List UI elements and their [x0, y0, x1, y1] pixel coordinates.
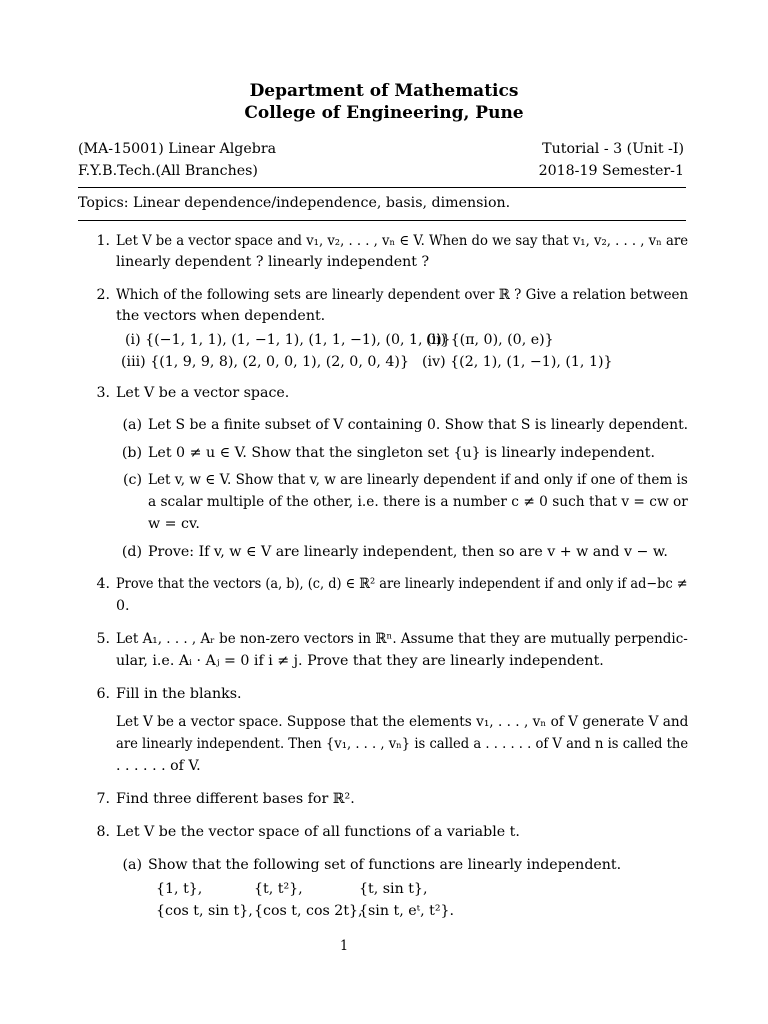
question-1-line-2: linearly dependent ? linearly independent ? [116, 254, 430, 270]
question-3d: Prove: If v, w ∈ V are linearly independent, then so are v + w and v − w. [148, 544, 668, 560]
question-number: 8. [96, 824, 110, 840]
question-2-set-iii: (iii) {(1, 9, 9, 8), (2, 0, 0, 1), (2, 0, 0, 4)} [121, 354, 409, 370]
subpart-label: (a) [122, 857, 142, 873]
question-2-set-i: (i) {(−1, 1, 1), (1, −1, 1), (1, 1, −1), (0, 1, 0)} [125, 332, 451, 348]
session-label: 2018-19 Semester-1 [538, 163, 684, 179]
subpart-label: (d) [121, 544, 142, 560]
question-6-line-4: . . . . . . of V. [116, 758, 201, 774]
question-2-set-ii: (ii) {(π, 0), (0, e)} [426, 332, 554, 348]
question-2-line-2: the vectors when dependent. [116, 308, 326, 324]
function-set: {sin t, eᵗ, t²}. [359, 903, 455, 919]
topics-rule [78, 220, 686, 221]
question-number: 2. [96, 287, 110, 303]
question-6-line-2: Let V be a vector space. Suppose that the elements v₁, . . . , vₙ of V generate V and [116, 714, 689, 730]
question-number: 6. [96, 686, 110, 702]
question-3c-line-1: Let v, w ∈ V. Show that v, w are linearly dependent if and only if one of them is [148, 472, 688, 488]
question-7-line-1: Find three different bases for ℝ². [116, 791, 355, 807]
question-3c-line-3: w = cv. [148, 516, 200, 532]
question-8a: Show that the following set of functions are linearly independent. [148, 857, 622, 873]
question-number: 4. [96, 576, 110, 592]
topics-line: Topics: Linear dependence/independence, basis, dimension. [78, 195, 511, 211]
function-set: {t, sin t}, [359, 881, 428, 897]
page-number: 1 [339, 938, 349, 954]
question-6-line-3: are linearly independent. Then {v₁, . . . , vₙ} is called a . . . . . . of V and n is called the [116, 736, 689, 752]
question-number: 3. [96, 385, 110, 401]
question-4-line-2: 0. [116, 598, 130, 614]
question-1-line-1: Let V be a vector space and v₁, v₂, . . . , vₙ ∈ V. When do we say that v₁, v₂, . . . , vₙ are [116, 233, 689, 249]
question-5-line-1: Let A₁, . . . , Aᵣ be non-zero vectors in ℝⁿ. Assume that they are mutually perpendic- [116, 631, 688, 647]
question-8-line-1: Let V be the vector space of all functions of a variable t. [116, 824, 520, 840]
question-3-line-1: Let V be a vector space. [116, 385, 290, 401]
function-set: {cos t, cos 2t}, [254, 903, 363, 919]
course-name: (MA-15001) Linear Algebra [78, 141, 277, 157]
function-set: {t, t²}, [254, 881, 303, 897]
subpart-label: (b) [121, 445, 142, 461]
question-3c-line-2: a scalar multiple of the other, i.e. there is a number c ≠ 0 such that v = cw or [148, 494, 688, 510]
question-5-line-2: ular, i.e. Aᵢ · Aⱼ = 0 if i ≠ j. Prove that they are linearly independent. [116, 653, 604, 669]
question-3a: Let S be a finite subset of V containing 0. Show that S is linearly dependent. [148, 417, 689, 433]
tutorial-label: Tutorial - 3 (Unit -I) [542, 141, 684, 157]
question-6-line-1: Fill in the blanks. [116, 686, 242, 702]
branch-label: F.Y.B.Tech.(All Branches) [78, 163, 258, 179]
question-2-line-1: Which of the following sets are linearly dependent over ℝ ? Give a relation between [116, 287, 689, 303]
question-number: 5. [96, 631, 110, 647]
question-number: 7. [96, 791, 110, 807]
function-set: {1, t}, [156, 881, 203, 897]
question-2-set-iv: (iv) {(2, 1), (1, −1), (1, 1)} [422, 354, 613, 370]
college-title: College of Engineering, Pune [244, 103, 524, 123]
question-4-line-1: Prove that the vectors (a, b), (c, d) ∈ ℝ² are linearly independent if and only if ad−bc ≠ [116, 576, 688, 592]
top-rule [78, 187, 686, 188]
function-set: {cos t, sin t}, [156, 903, 253, 919]
subpart-label: (c) [122, 472, 142, 488]
question-3b: Let 0 ≠ u ∈ V. Show that the singleton set {u} is linearly independent. [148, 445, 655, 461]
question-number: 1. [96, 233, 110, 249]
subpart-label: (a) [122, 417, 142, 433]
department-title: Department of Mathematics [249, 81, 519, 101]
